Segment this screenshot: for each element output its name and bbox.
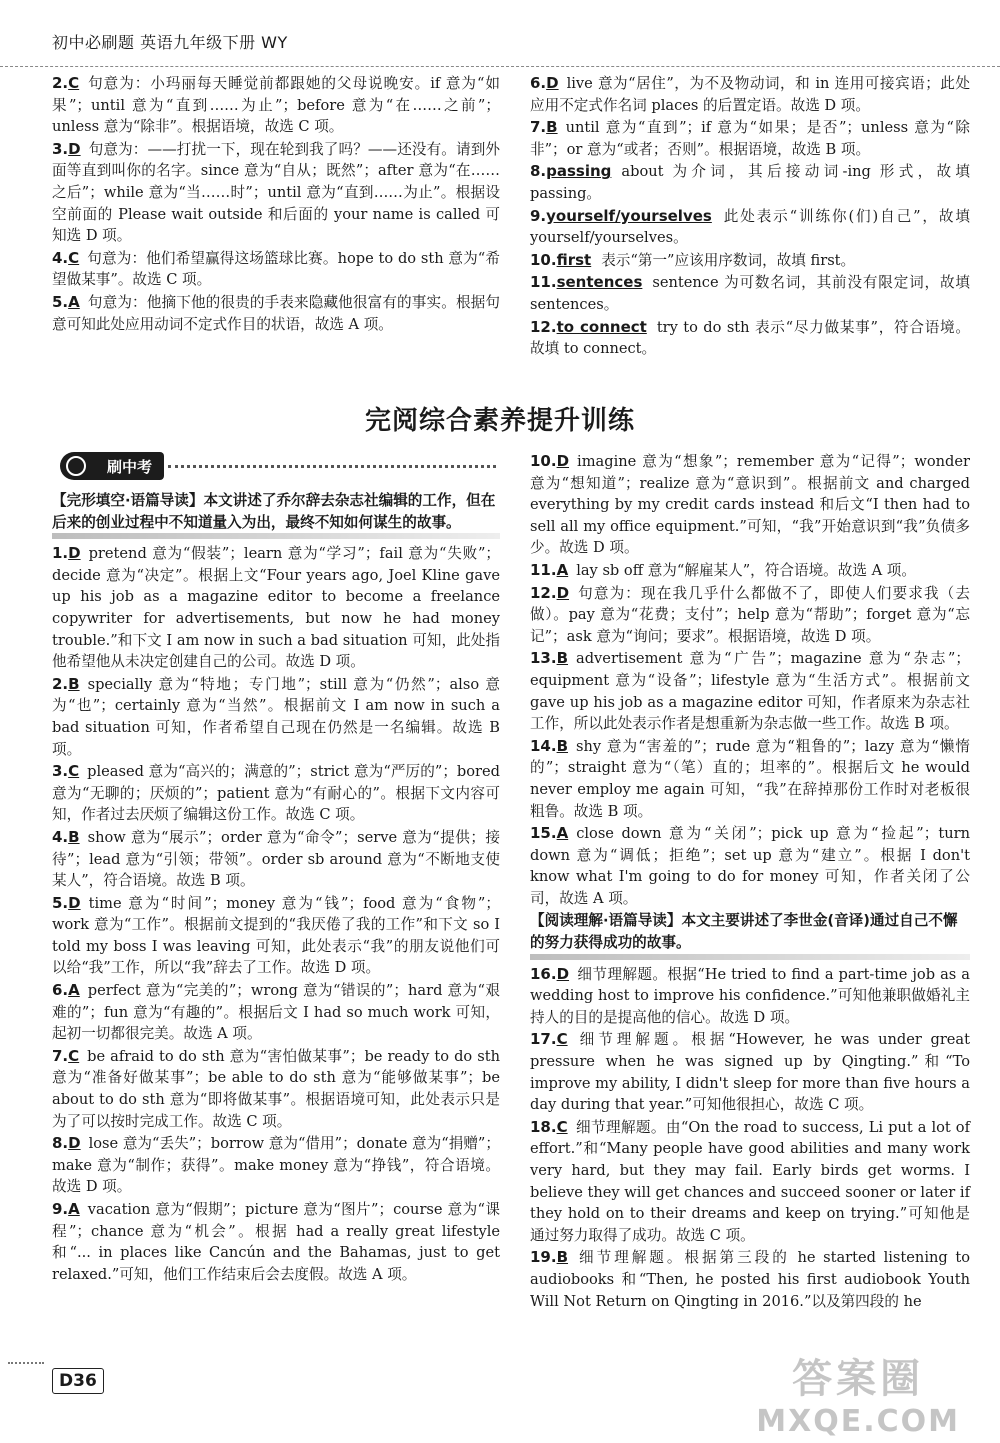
item-answer: B	[556, 736, 569, 755]
reading-guide	[530, 910, 970, 953]
watermark-url: MXQE.COM	[756, 1404, 960, 1439]
item-explanation: 句意为：现在我几乎什么都做不了，即使人们要求我（去做）。pay 意为“花费；支付”；help 意为“帮助”；forget 意为“忘记”；ask 意为“询问；要求”。根据语境，故选 D 项。	[530, 584, 970, 645]
item-answer: A	[556, 824, 569, 843]
item-answer: C	[556, 1030, 568, 1049]
item-explanation: lose 意为“丢失”；borrow 意为“借用”；donate 意为“捐赠”；make 意为“制作；获得”。make money 意为“挣钱”，符合语境。故选 D 项。	[52, 1135, 500, 1196]
item-number: 19.	[530, 1248, 557, 1267]
item-explanation: 细节理解题。根据“However, he was under great pressure when he was signed up by Qingting.”和“To improve my ability, I didn't sleep for more than five hours a day during that year.”可知他很担心，故选 C 项。	[530, 1031, 970, 1114]
item-number: 11.	[530, 273, 557, 292]
answer-item	[52, 543, 500, 673]
cloze-guide-head: 【完形填空·语篇导读】	[52, 492, 204, 509]
answer-item	[530, 117, 970, 160]
answer-item	[530, 736, 970, 822]
item-answer: sentences	[556, 273, 643, 292]
answer-item	[52, 980, 500, 1045]
item-answer: A	[68, 292, 80, 311]
answer-item	[530, 250, 970, 272]
item-number: 9.	[530, 206, 547, 225]
watermark-logo: 答案圈	[792, 1356, 925, 1402]
item-answer: B	[68, 674, 80, 693]
item-answer: D	[68, 139, 81, 158]
item-explanation: specially 意为“特地；专门地”；still 意为“仍然”；also 意为“也”；certainly 意为“当然”。根据前文 I am now in such a bad situation 可知，作者希望自己现在仍然是一名编辑。故选 B 项。	[52, 675, 500, 758]
item-answer: D	[556, 583, 570, 602]
header-divider	[0, 66, 1000, 67]
item-number: 13.	[530, 649, 557, 668]
item-explanation: time 意为“时间”；money 意为“钱”；food 意为“食物”；work 意为“工作”。根据前文提到的“我厌倦了我的工作”和下文 so I told my boss I was leaving 可知，此处表示“我”的朋友说他们可以给“我”工作，所以“我”辞去了工作。故选 D 项。	[52, 894, 500, 977]
item-number: 7.	[530, 118, 547, 137]
item-explanation: live 意为“居住”，为不及物动词，和 in 连用可接宾语；此处应用不定式作名词 places 的后置定语。故选 D 项。	[530, 75, 970, 114]
answer-item	[52, 139, 500, 247]
item-explanation: sentence 为可数名词，其前没有限定词，故填 sentences。	[530, 274, 970, 313]
item-number: 1.	[52, 544, 69, 563]
answer-item	[530, 964, 970, 1029]
answer-item	[530, 583, 970, 648]
answer-item	[52, 73, 500, 138]
cloze-guide-text: 本文讲述了乔尔辞去杂志社编辑的工作，但在后来的创业过程中不知道量入为出，最终不知如何谋生的故事。	[52, 492, 496, 531]
answer-item	[530, 560, 970, 582]
item-number: 7.	[52, 1046, 69, 1065]
item-answer: D	[68, 544, 81, 563]
item-answer: A	[68, 981, 80, 1000]
item-answer: D	[546, 74, 559, 92]
badge-divider	[168, 465, 496, 468]
item-number: 16.	[530, 964, 557, 983]
answer-item	[52, 761, 500, 826]
item-answer: B	[546, 118, 558, 137]
item-explanation: vacation 意为“假期”；picture 意为“图片”；course 意为“课程”；chance 意为“机会”。根据 had a really great lifestyle 和“... in places like Cancún and the Bahamas, just to get relaxed.”可知，他们工作结束后会去度假。故选 A 项。	[52, 1201, 500, 1283]
item-answer: yourself/yourselves	[546, 206, 712, 225]
item-number: 2.	[52, 74, 69, 92]
item-answer: D	[68, 1134, 81, 1153]
item-explanation: advertisement 意为“广告”；magazine 意为“杂志”；equipment 意为“设备”；lifestyle 意为“生活方式”。根据前文 gave up his job as a magazine editor 可知，作者原来为杂志社工作，所以此处表示作者是想重新为杂志做一些工作。故选 B 项。	[530, 650, 970, 733]
answer-item	[530, 317, 970, 360]
answer-item	[530, 823, 970, 909]
item-explanation: 细节理解题。由“On the road to success, Li put a lot of effort.”和“Many people have good abilities and many work very hard, but they may fail. Early birds get worms. I believe they will get chances and succeed sooner or later if they hold on to their dreams and keep on trying.”可知他是通过努力取得了成功。故选 C 项。	[530, 1118, 970, 1244]
answer-item	[530, 73, 970, 116]
page-number: D36	[52, 1368, 104, 1394]
item-number: 14.	[530, 736, 557, 755]
item-explanation: lay sb off 意为“解雇某人”，符合语境。故选 A 项。	[576, 561, 916, 579]
item-number: 5.	[52, 893, 69, 912]
watermark	[756, 1347, 960, 1439]
item-answer: first	[556, 250, 592, 269]
section-title: 完阅综合素养提升训练	[364, 406, 635, 436]
item-explanation: 表示“第一”应该用序数词，故填 first。	[601, 251, 856, 269]
item-explanation: 细节理解题。根据“He tried to find a part-time job as a wedding host to improve his confidence.”可知他兼职做婚礼主持人的目的是提高他的信心。故选 D 项。	[530, 965, 970, 1026]
item-explanation: until 意为“直到”；if 意为“如果；是否”；unless 意为“除非”；or 意为“或者；否则”。根据语境，故选 B 项。	[530, 119, 970, 158]
answer-item	[530, 451, 970, 559]
item-number: 4.	[52, 827, 69, 846]
page-header: 初中必刷题 英语九年级下册 WY	[52, 33, 288, 52]
item-number: 9.	[52, 1200, 69, 1218]
item-answer: B	[556, 649, 569, 668]
item-answer: D	[556, 452, 570, 470]
item-answer: C	[68, 74, 80, 92]
guide-underline	[52, 533, 500, 539]
item-number: 8.	[52, 1134, 69, 1153]
item-number: 15.	[530, 824, 557, 843]
guide-underline	[530, 954, 970, 960]
item-explanation: close down 意为“关闭”；pick up 意为“捡起”；turn down 意为“调低；拒绝”；set up 意为“建立”。根据 I don't know what I'm going to do for money 可知，作者关闭了公司，故选 A 项。	[530, 825, 970, 907]
answer-item	[52, 248, 500, 291]
answer-item	[52, 674, 500, 760]
item-explanation: 句意为：他们希望赢得这场篮球比赛。hope to do sth 意为“希望做某事”。故选 C 项。	[52, 249, 500, 289]
item-explanation: pretend 意为“假装”；learn 意为“学习”；fail 意为“失败”；decide 意为“决定”。根据上文“Four years ago, Joel Kline gave up his job as a magazine editor to become a freelance copywriter for advertisements, but now he had money trouble.”和下文 I am now in such a bad situation 可知，此处指他希望他从未决定创建自己的公司。故选 D 项。	[52, 545, 500, 671]
bottom-right-column	[530, 451, 970, 1313]
item-explanation: 句意为：他摘下他的很贵的手表来隐藏他很富有的事实。根据句意可知此处应用动词不定式作目的状语，故选 A 项。	[52, 293, 500, 333]
item-answer: passing	[546, 162, 612, 181]
cloze-guide	[52, 490, 500, 533]
item-number: 2.	[52, 674, 69, 693]
answer-item	[52, 1046, 500, 1132]
item-answer: D	[68, 893, 81, 912]
item-number: 4.	[52, 248, 69, 267]
answer-item	[530, 1029, 970, 1115]
item-explanation: be afraid to do sth 意为“害怕做某事”；be ready to do sth 意为“准备好做某事”；be able to do sth 意为“能够做某事”；be about to do sth 意为“即将做某事”。根据语境可知，此处表示只是为了可以按时完成工作。故选 C 项。	[52, 1047, 500, 1130]
item-number: 3.	[52, 762, 69, 781]
item-explanation: 此处表示“训练你(们)自己”，故填 yourself/yourselves。	[530, 207, 970, 247]
item-answer: C	[68, 248, 80, 267]
top-left-column	[52, 73, 500, 336]
item-number: 6.	[52, 981, 69, 1000]
item-explanation: try to do sth 表示“尽力做某事”，符合语境。故填 to connect。	[530, 318, 970, 358]
item-answer: C	[556, 1117, 568, 1136]
item-number: 12.	[530, 317, 557, 336]
exam-badge	[60, 452, 164, 480]
item-answer: A	[68, 1200, 80, 1218]
item-explanation: pleased 意为“高兴的；满意的”；strict 意为“严厉的”；bored 意为“无聊的；厌烦的”；patient 意为“有耐心的”。根据下文内容可知，作者过去厌烦了编辑这份工作。故选 C 项。	[52, 763, 500, 824]
item-answer: B	[68, 827, 80, 846]
item-number: 11.	[530, 560, 557, 579]
item-number: 10.	[530, 452, 557, 470]
item-answer: B	[556, 1248, 569, 1267]
item-explanation: about 为介词，其后接动词-ing 形式，故填 passing。	[530, 163, 970, 202]
answer-item	[52, 1199, 500, 1285]
answer-item	[530, 1117, 970, 1247]
item-number: 6.	[530, 74, 547, 92]
answer-item	[52, 827, 500, 892]
item-explanation: imagine 意为“想象”；remember 意为“记得”；wonder 意为“想知道”；realize 意为“意识到”。根据前文 and charged everything by my credit cards instead 和后文“I then had to sell all my office equipment.”可知，“我”开始意识到“我”负债多少。故选 D 项。	[530, 453, 970, 557]
item-explanation: show 意为“展示”；order 意为“命令”；serve 意为“提供；接待”；lead 意为“引领；带领”。order sb around 意为“不断地支使某人”，符合语境。故选 B 项。	[52, 828, 500, 890]
item-explanation: perfect 意为“完美的”；wrong 意为“错误的”；hard 意为“艰难的”；fun 意为“有趣的”。根据后文 I had so much work 可知，起初一切都很完美。故选 A 项。	[52, 982, 500, 1043]
item-explanation: shy 意为“害羞的”；rude 意为“粗鲁的”；lazy 意为“懒惰的”；straight 意为“（笔）直的；坦率的”。根据后文 he would never employ me again 可知，“我”在辞掉那份工作时对老板很粗鲁。故选 B 项。	[530, 737, 970, 820]
reading-guide-head: 【阅读理解·语篇导读】	[530, 912, 682, 930]
item-answer: A	[556, 560, 569, 579]
item-number: 17.	[530, 1030, 557, 1049]
answer-item	[530, 206, 970, 249]
answer-item	[52, 893, 500, 979]
bottom-left-column	[52, 490, 500, 1286]
item-answer: to connect	[556, 317, 647, 336]
item-answer: D	[556, 964, 570, 983]
answer-item	[530, 272, 970, 315]
pen-icon	[66, 456, 86, 476]
item-explanation: 细节理解题。根据第三段的 he started listening to audiobooks 和“Then, he posted his first audiobook Youth Will Not Return on Qingting in 2016.”以及第四段的 he	[530, 1249, 970, 1310]
answer-item	[52, 1133, 500, 1198]
top-right-column	[530, 73, 970, 361]
answer-item	[530, 648, 970, 734]
item-answer: C	[68, 762, 80, 781]
item-answer: C	[68, 1046, 80, 1065]
item-number: 8.	[530, 162, 547, 181]
badge-label: 刷中考	[106, 457, 152, 476]
answer-item	[530, 1247, 970, 1312]
item-number: 3.	[52, 139, 69, 158]
item-number: 5.	[52, 292, 69, 311]
page-number-dots	[8, 1362, 44, 1364]
item-number: 18.	[530, 1117, 557, 1136]
answer-item	[530, 161, 970, 204]
item-number: 12.	[530, 583, 557, 602]
item-number: 10.	[530, 250, 557, 269]
item-explanation: 句意为：小玛丽每天睡觉前都跟她的父母说晚安。if 意为“如果”；until 意为“直到……为止”；before 意为“在……之前”；unless 意为“除非”。根据语境，故选 C 项。	[52, 75, 500, 136]
item-explanation: 句意为：——打扰一下，现在轮到我了吗？——还没有。请到外面等直到叫你的名字。since 意为“自从；既然”；after 意为“在……之后”；while 意为“当……时”；until 意为“直到……为止”。根据设空前面的 Please wait outside 和后面的 your name is called 可知选 D 项。	[52, 140, 500, 245]
reading-guide-text: 本文主要讲述了李世金(音译)通过自己不懈的努力获得成功的故事。	[530, 912, 958, 952]
answer-item	[52, 292, 500, 335]
